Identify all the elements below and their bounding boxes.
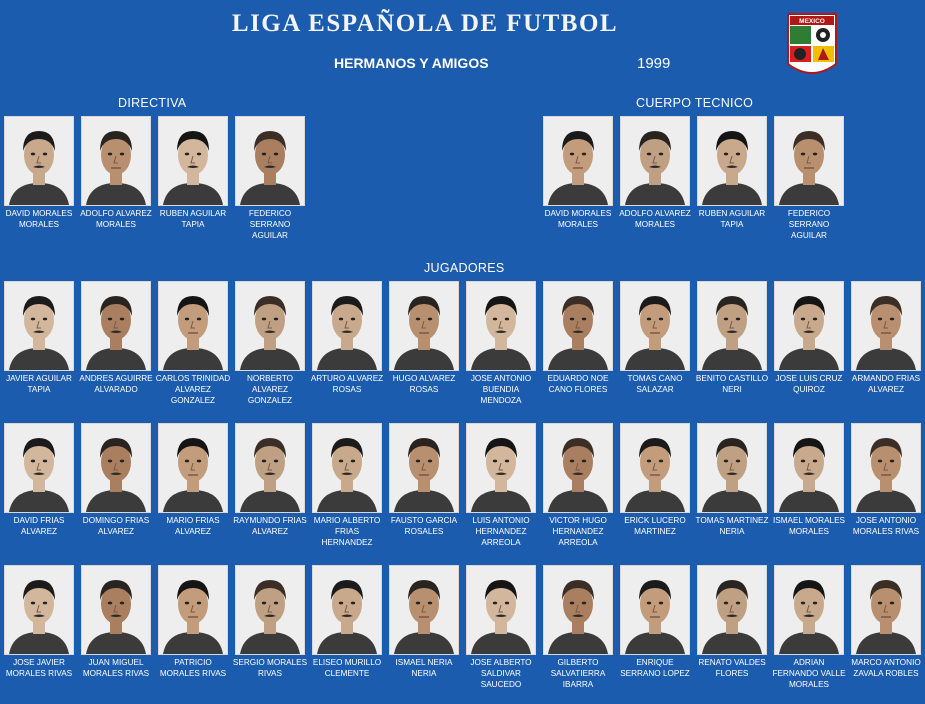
person-photo bbox=[774, 423, 844, 513]
person-name: TOMAS CANO SALAZAR bbox=[627, 374, 683, 394]
person-card bbox=[312, 281, 382, 395]
person-photo bbox=[81, 423, 151, 513]
person-photo bbox=[158, 565, 228, 655]
person-name: MARCO ANTONIO ZAVALA ROBLES bbox=[851, 658, 921, 678]
person-card bbox=[774, 423, 844, 537]
person-name: ANDRES AGUIRRE ALVARADO bbox=[79, 374, 153, 394]
person-photo bbox=[312, 565, 382, 655]
person-card bbox=[543, 565, 613, 690]
person-card bbox=[697, 116, 767, 230]
person-name: BENITO CASTILLO NERI bbox=[695, 374, 769, 394]
person-photo bbox=[774, 565, 844, 655]
person-photo bbox=[158, 281, 228, 371]
person-name: CARLOS TRINIDAD ALVAREZ GONZALEZ bbox=[155, 374, 231, 405]
person-photo bbox=[620, 281, 690, 371]
person-card bbox=[4, 281, 74, 395]
person-name: MARIO FRIAS ALVAREZ bbox=[166, 516, 220, 536]
person-name: RUBEN AGUILAR TAPIA bbox=[159, 209, 227, 229]
person-photo bbox=[4, 116, 74, 206]
person-name: ERICK LUCERO MARTINEZ bbox=[624, 516, 686, 536]
person-photo bbox=[312, 281, 382, 371]
person-photo bbox=[312, 423, 382, 513]
person-photo bbox=[466, 423, 536, 513]
person-card bbox=[158, 116, 228, 230]
person-name: DAVID MORALES MORALES bbox=[5, 209, 73, 229]
person-photo bbox=[235, 281, 305, 371]
person-photo bbox=[4, 565, 74, 655]
person-photo bbox=[543, 423, 613, 513]
person-photo bbox=[81, 281, 151, 371]
person-name: RENATO VALDES FLORES bbox=[698, 658, 766, 678]
page-subtitle: HERMANOS Y AMIGOS bbox=[334, 55, 489, 71]
person-photo bbox=[620, 116, 690, 206]
person-name: ADOLFO ALVAREZ MORALES bbox=[619, 209, 691, 229]
person-photo bbox=[235, 116, 305, 206]
person-name: DAVID FRIAS ALVAREZ bbox=[13, 516, 65, 536]
section-cuerpo-tecnico: CUERPO TECNICO bbox=[636, 96, 754, 110]
person-card bbox=[466, 565, 536, 690]
person-card bbox=[851, 565, 921, 679]
person-name: LUIS ANTONIO HERNANDEZ ARREOLA bbox=[472, 516, 530, 547]
person-name: DAVID MORALES MORALES bbox=[544, 209, 612, 229]
person-card bbox=[81, 565, 151, 679]
person-card bbox=[851, 423, 921, 537]
person-name: JUAN MIGUEL MORALES RIVAS bbox=[82, 658, 150, 678]
person-photo bbox=[466, 281, 536, 371]
person-card bbox=[81, 281, 151, 395]
person-name: FEDERICO SERRANO AGUILAR bbox=[248, 209, 292, 240]
section-directiva: DIRECTIVA bbox=[118, 96, 187, 110]
person-photo bbox=[620, 565, 690, 655]
person-name: JOSE ALBERTO SALDIVAR SAUCEDO bbox=[470, 658, 532, 689]
person-photo bbox=[543, 116, 613, 206]
person-card bbox=[4, 565, 74, 679]
person-photo bbox=[158, 423, 228, 513]
person-card bbox=[155, 281, 231, 406]
person-name: GILBERTO SALVATIERRA IBARRA bbox=[550, 658, 606, 689]
person-photo bbox=[851, 423, 921, 513]
person-card bbox=[620, 423, 690, 537]
person-card bbox=[235, 116, 305, 241]
person-name: PATRICIO MORALES RIVAS bbox=[159, 658, 227, 678]
year-label: 1999 bbox=[637, 55, 671, 72]
person-name: ISMAEL NERIA NERIA bbox=[395, 658, 453, 678]
person-photo bbox=[774, 116, 844, 206]
person-photo bbox=[235, 423, 305, 513]
person-card bbox=[158, 565, 228, 679]
person-card bbox=[774, 116, 844, 241]
person-card bbox=[851, 281, 921, 395]
person-card bbox=[81, 116, 151, 230]
person-card bbox=[235, 423, 305, 537]
person-card bbox=[774, 565, 844, 690]
person-photo bbox=[389, 565, 459, 655]
person-name: ARMANDO FRIAS ALVAREZ bbox=[851, 374, 921, 394]
person-photo bbox=[697, 565, 767, 655]
person-card bbox=[4, 423, 74, 537]
person-photo bbox=[851, 565, 921, 655]
person-card bbox=[389, 281, 459, 395]
section-jugadores: JUGADORES bbox=[424, 261, 505, 275]
person-photo bbox=[466, 565, 536, 655]
person-photo bbox=[697, 116, 767, 206]
person-card bbox=[620, 565, 690, 679]
person-card bbox=[543, 423, 613, 548]
person-card bbox=[543, 116, 613, 230]
person-photo bbox=[774, 281, 844, 371]
person-card bbox=[232, 565, 308, 679]
person-name: JOSE LUIS CRUZ QUIROZ bbox=[775, 374, 843, 394]
person-card bbox=[697, 281, 767, 395]
person-photo bbox=[4, 281, 74, 371]
person-name: ADOLFO ALVAREZ MORALES bbox=[80, 209, 152, 229]
person-photo bbox=[158, 116, 228, 206]
person-name: EDUARDO NOE CANO FLORES bbox=[547, 374, 609, 394]
person-name: JOSE JAVIER MORALES RIVAS bbox=[5, 658, 73, 678]
person-name: VICTOR HUGO HERNANDEZ ARREOLA bbox=[549, 516, 607, 547]
person-card bbox=[543, 281, 613, 395]
person-card bbox=[4, 116, 74, 230]
person-card bbox=[235, 281, 305, 406]
page-title: LIGA ESPAÑOLA DE FUTBOL bbox=[231, 10, 619, 37]
person-photo bbox=[697, 281, 767, 371]
person-photo bbox=[81, 565, 151, 655]
person-name: RAYMUNDO FRIAS ALVAREZ bbox=[233, 516, 307, 536]
person-name: ARTURO ALVAREZ ROSAS bbox=[310, 374, 384, 394]
person-photo bbox=[389, 423, 459, 513]
mexico-crest-logo bbox=[786, 12, 838, 82]
person-photo bbox=[543, 565, 613, 655]
person-card bbox=[312, 423, 382, 548]
person-card bbox=[312, 565, 382, 679]
person-name: ENRIQUE SERRANO LOPEZ bbox=[620, 658, 690, 678]
person-name: JAVIER AGUILAR TAPIA bbox=[6, 374, 72, 394]
person-name: DOMINGO FRIAS ALVAREZ bbox=[82, 516, 150, 536]
person-card bbox=[620, 281, 690, 395]
person-photo bbox=[389, 281, 459, 371]
person-name: ELISEO MURILLO CLEMENTE bbox=[312, 658, 382, 678]
person-photo bbox=[81, 116, 151, 206]
person-name: HUGO ALVAREZ ROSAS bbox=[392, 374, 456, 394]
person-name: ADRIAN FERNANDO VALLE MORALES bbox=[772, 658, 846, 689]
person-card bbox=[81, 423, 151, 537]
person-name: NORBERTO ALVAREZ GONZALEZ bbox=[246, 374, 294, 405]
person-card bbox=[158, 423, 228, 537]
person-photo bbox=[4, 423, 74, 513]
logo-text: MEXICO bbox=[799, 18, 825, 25]
person-name: MARIO ALBERTO FRIAS HERNANDEZ bbox=[313, 516, 381, 547]
person-photo bbox=[620, 423, 690, 513]
person-card bbox=[774, 281, 844, 395]
person-photo bbox=[851, 281, 921, 371]
person-name: TOMAS MARTINEZ NERIA bbox=[695, 516, 769, 536]
person-name: RUBEN AGUILAR TAPIA bbox=[698, 209, 766, 229]
person-name: FEDERICO SERRANO AGUILAR bbox=[787, 209, 831, 240]
person-name: ISMAEL MORALES MORALES bbox=[772, 516, 846, 536]
person-card bbox=[620, 116, 690, 230]
person-card bbox=[389, 565, 459, 679]
person-name: JOSE ANTONIO BUENDIA MENDOZA bbox=[470, 374, 532, 405]
person-photo bbox=[697, 423, 767, 513]
person-card bbox=[697, 423, 767, 537]
person-card bbox=[697, 565, 767, 679]
person-photo bbox=[543, 281, 613, 371]
person-photo bbox=[235, 565, 305, 655]
person-name: FAUSTO GARCIA ROSALES bbox=[390, 516, 458, 536]
person-card bbox=[389, 423, 459, 537]
person-name: JOSE ANTONIO MORALES RIVAS bbox=[852, 516, 920, 536]
person-card bbox=[466, 423, 536, 548]
person-name: SERGIO MORALES RIVAS bbox=[232, 658, 308, 678]
person-card bbox=[466, 281, 536, 406]
